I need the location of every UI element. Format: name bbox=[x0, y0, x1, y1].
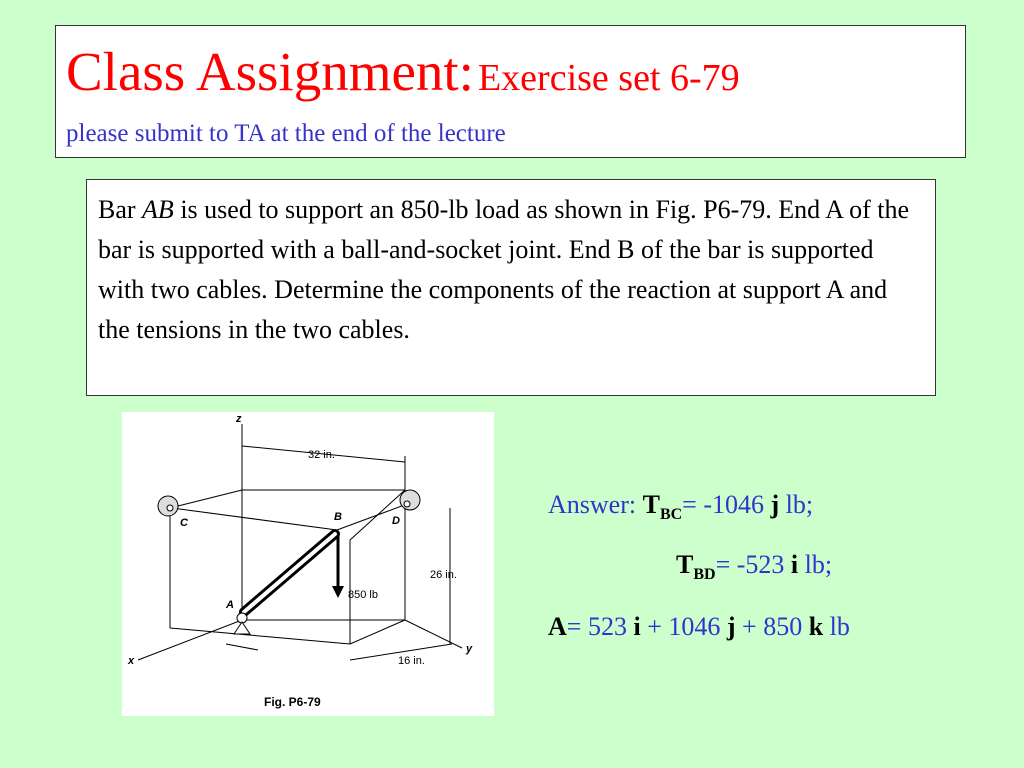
slide-title: Class Assignment: bbox=[66, 41, 474, 102]
support-hatch bbox=[226, 644, 258, 650]
unit-vector-k: k bbox=[808, 612, 824, 641]
tbd-value: = -523 bbox=[715, 550, 791, 579]
answer-tbc bbox=[548, 490, 813, 524]
reaction-a-unit: lb bbox=[823, 612, 850, 641]
figure-caption: Fig. P6-79 bbox=[264, 695, 321, 709]
answer-tbd bbox=[676, 550, 832, 584]
slide-subtitle: Exercise set 6-79 bbox=[477, 57, 740, 99]
dim-16-label: 16 in. bbox=[398, 655, 425, 667]
figure-drawing bbox=[122, 412, 494, 716]
y-axis bbox=[405, 620, 462, 648]
point-c-label: C bbox=[180, 517, 188, 529]
point-d bbox=[404, 501, 410, 507]
submission-note: please submit to TA at the end of the lecture bbox=[66, 120, 506, 147]
left-top-edge bbox=[170, 490, 242, 508]
reaction-a-value-1: = 523 bbox=[566, 612, 634, 641]
point-b-label: B bbox=[334, 511, 342, 523]
point-d-label: D bbox=[392, 515, 400, 527]
axis-x-label: x bbox=[128, 655, 135, 667]
reaction-a-value-2: + 1046 bbox=[640, 612, 727, 641]
load-label: 850 lb bbox=[348, 589, 378, 601]
tbc-value: = -1046 bbox=[682, 490, 771, 519]
answer-label: Answer: bbox=[548, 490, 643, 519]
figure-p6-79 bbox=[122, 412, 494, 716]
title-box bbox=[55, 25, 966, 158]
floor-right-edge bbox=[350, 620, 405, 644]
dim-32-label: 32 in. bbox=[308, 449, 335, 461]
unit-vector-j: j bbox=[726, 612, 736, 641]
axis-y-label: y bbox=[466, 643, 473, 655]
reaction-a-value-3: + 850 bbox=[735, 612, 809, 641]
x-axis bbox=[138, 620, 242, 660]
socket-base bbox=[234, 622, 250, 634]
point-a-label: A bbox=[226, 599, 234, 611]
title-line bbox=[66, 40, 740, 103]
bar-ab-highlight bbox=[244, 534, 335, 612]
cable-bc bbox=[172, 508, 337, 530]
tbd-unit: lb; bbox=[798, 550, 833, 579]
problem-statement bbox=[86, 179, 936, 396]
tbd-symbol: $T_{BD}$ bbox=[676, 550, 716, 584]
dim-26-label: 26 in. bbox=[430, 569, 457, 581]
point-c bbox=[167, 505, 173, 511]
tbc-symbol: $T_{BC}$ bbox=[642, 490, 683, 524]
anchor-d bbox=[400, 490, 420, 510]
problem-text-start: Bar bbox=[98, 195, 143, 224]
tbd-unit-vector: i bbox=[790, 550, 799, 579]
load-arrowhead bbox=[332, 586, 344, 598]
axis-z-label: z bbox=[236, 413, 242, 425]
tbc-unit-vector: j bbox=[770, 490, 780, 519]
tbc-unit: lb; bbox=[779, 490, 814, 519]
floor-front-edge bbox=[170, 628, 350, 644]
answer-reaction-a bbox=[548, 612, 850, 642]
unit-vector-i: i bbox=[633, 612, 641, 641]
reaction-a-symbol: A bbox=[548, 612, 567, 641]
bar-name: AB bbox=[142, 195, 174, 224]
problem-text-rest: is used to support an 850-lb load as shown in Fig. P6-79. End A of the bar is supported with a ball-and-socket joint. End B of the bar is supported with two cables. Determine the components of the reaction at support A and the tensions in the two cables. bbox=[98, 195, 910, 344]
